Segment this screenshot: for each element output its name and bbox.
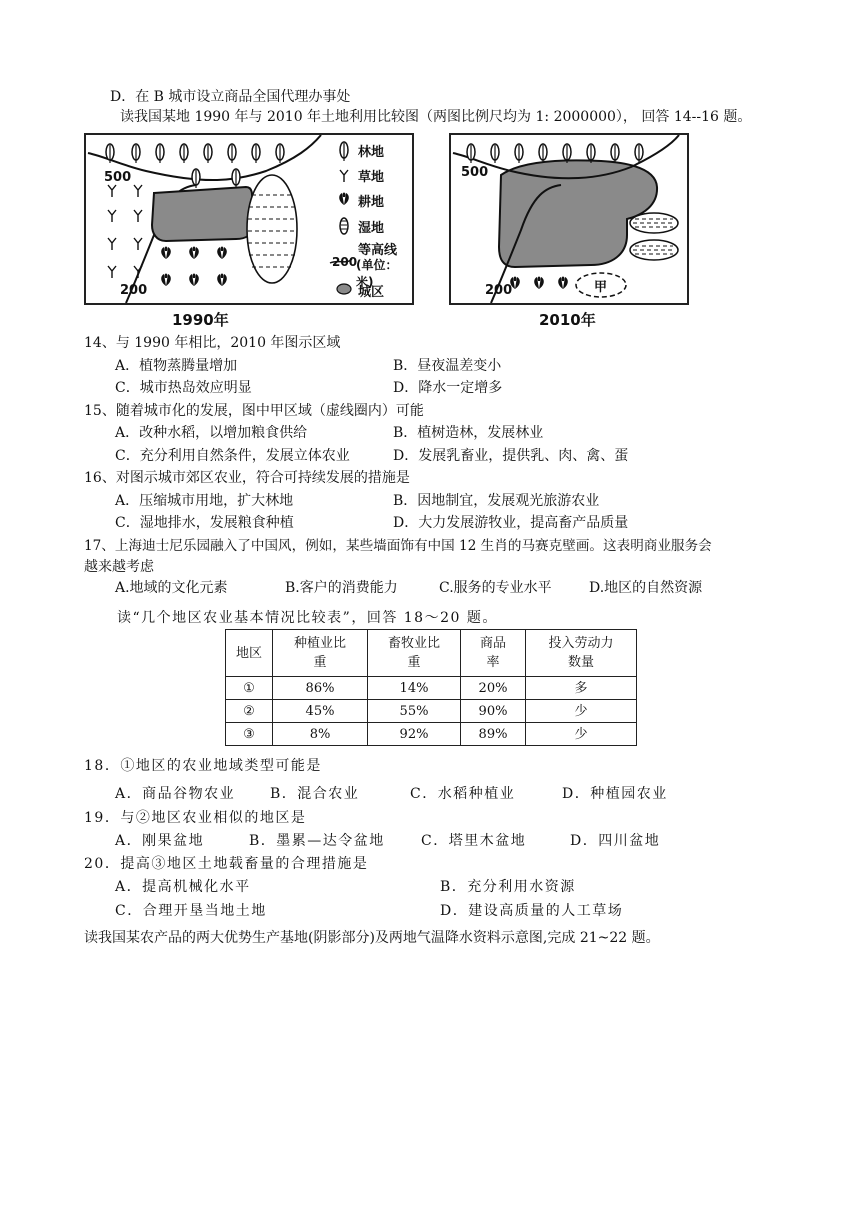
legend-contour-label: 等高线 xyxy=(358,243,398,258)
q16-option-a: A．压缩城市用地，扩大林地 xyxy=(115,493,294,509)
farmland-icon xyxy=(189,274,199,287)
farmland-icon xyxy=(558,277,568,290)
farmland-icon xyxy=(217,247,227,260)
legend-contour-value: 200 xyxy=(332,255,358,269)
forest-icon xyxy=(232,169,240,188)
q14-option-c: C．城市热岛效应明显 xyxy=(115,380,252,396)
table-cell: 89% xyxy=(461,723,526,746)
table-header-row xyxy=(226,630,637,677)
table-cell: 55% xyxy=(368,700,461,723)
table-cell: 14% xyxy=(368,677,461,700)
table-header: 种植业比 重 xyxy=(273,630,368,677)
q20-option-c: C．合理开垦当地土地 xyxy=(115,903,267,919)
grass-icon xyxy=(134,185,142,197)
table-cell: 少 xyxy=(526,723,637,746)
question-17-stem-line2: 越来越考虑 xyxy=(84,559,154,575)
forest-icon xyxy=(156,144,164,163)
q20-option-b: B．充分利用水资源 xyxy=(440,879,576,895)
farmland-icon xyxy=(534,277,544,290)
q19-option-b: B．墨累—达令盆地 xyxy=(249,833,385,849)
intro-last: 读我国某农产品的两大优势生产基地(阴影部分)及两地气温降水资料示意图,完成 21~22 题。 xyxy=(84,930,660,946)
question-19-stem: 19．与②地区农业相似的地区是 xyxy=(84,810,307,826)
grass-icon xyxy=(134,266,142,278)
q17-option-c: C.服务的专业水平 xyxy=(439,580,552,596)
table-row xyxy=(226,677,637,700)
intro-table: 读“几个地区农业基本情况比较表”，回答 18～20 题。 xyxy=(117,610,498,626)
q15-option-b: B．植树造林，发展林业 xyxy=(393,425,544,441)
q15-option-c: C．充分利用自然条件，发展立体农业 xyxy=(115,448,350,464)
agriculture-table xyxy=(225,629,637,746)
table-cell: ③ xyxy=(226,723,273,746)
question-16-stem: 16、对图示城市郊区农业，符合可持续发展的措施是 xyxy=(84,470,410,486)
q14-option-a: A．植物蒸腾量增加 xyxy=(115,358,238,374)
grass-icon xyxy=(108,238,116,250)
q20-option-a: A．提高机械化水平 xyxy=(115,879,251,895)
forest-icon xyxy=(252,144,260,163)
legend-forest-label: 林地 xyxy=(358,145,385,160)
contour-label-500: 500 xyxy=(104,170,132,185)
legend-contour-unit: (单位：米) xyxy=(356,258,398,289)
q15-option-d: D．发展乳畜业，提供乳、肉、禽、蛋 xyxy=(393,448,629,464)
region-jia-label: 甲 xyxy=(594,280,608,295)
grass-icon xyxy=(108,185,116,197)
table-cell: ① xyxy=(226,677,273,700)
farmland-icon xyxy=(217,274,227,287)
map-2010 xyxy=(449,133,689,305)
forest-icon xyxy=(635,144,643,163)
grass-icon xyxy=(134,238,142,250)
table-cell: 多 xyxy=(526,677,637,700)
caption-2010: 2010年 xyxy=(539,311,596,329)
forest-icon xyxy=(515,144,523,163)
grass-icon xyxy=(340,170,348,182)
q17-option-d: D.地区的自然资源 xyxy=(589,580,703,596)
farmland-icon xyxy=(189,247,199,260)
grass-icon xyxy=(108,266,116,278)
legend-wetland-label: 湿地 xyxy=(358,221,385,236)
question-20-stem: 20．提高③地区土地载畜量的合理措施是 xyxy=(84,856,369,872)
intro-landuse: 读我国某地 1990 年与 2010 年土地利用比较图（两图比例尺均为 1: 2000000）， 回答 14--16 题。 xyxy=(120,109,752,125)
farmland-icon xyxy=(339,193,349,206)
contour-label-200: 200 xyxy=(120,283,148,298)
question-18-stem: 18．①地区的农业地域类型可能是 xyxy=(84,758,322,774)
question-14-stem: 14、与 1990 年相比，2010 年图示区域 xyxy=(84,335,341,351)
table-header: 商品 率 xyxy=(461,630,526,677)
farmland-icon xyxy=(161,247,171,260)
forest-icon xyxy=(539,144,547,163)
q18-option-c: C．水稻种植业 xyxy=(410,786,516,802)
urban-icon xyxy=(337,284,351,294)
table-cell: 86% xyxy=(273,677,368,700)
q19-option-c: C．塔里木盆地 xyxy=(421,833,527,849)
q19-option-d: D．四川盆地 xyxy=(570,833,661,849)
q18-option-b: B．混合农业 xyxy=(270,786,360,802)
legend-urban-label: 城区 xyxy=(358,285,385,300)
table-header: 投入劳动力 数量 xyxy=(526,630,637,677)
caption-1990: 1990年 xyxy=(172,311,229,329)
table-cell: 92% xyxy=(368,723,461,746)
q17-option-b: B.客户的消费能力 xyxy=(285,580,398,596)
forest-icon xyxy=(132,144,140,163)
contour-label-200-2010: 200 xyxy=(485,283,513,298)
q15-option-a: A．改种水稻，以增加粮食供给 xyxy=(115,425,308,441)
q16-option-d: D．大力发展游牧业，提高畜产品质量 xyxy=(393,515,629,531)
table-row xyxy=(226,700,637,723)
q17-option-a: A.地域的文化元素 xyxy=(115,580,228,596)
forest-icon xyxy=(204,144,212,163)
grass-icon xyxy=(134,210,142,222)
contour-label-500-2010: 500 xyxy=(461,165,489,180)
q14-option-d: D．降水一定增多 xyxy=(393,380,503,396)
forest-icon xyxy=(276,144,284,163)
table-cell: 少 xyxy=(526,700,637,723)
forest-icon xyxy=(340,142,348,161)
q18-option-d: D．种植园农业 xyxy=(562,786,668,802)
q20-option-d: D．建设高质量的人工草场 xyxy=(440,903,624,919)
table-cell: 20% xyxy=(461,677,526,700)
q16-option-c: C．湿地排水，发展粮食种植 xyxy=(115,515,294,531)
forest-icon xyxy=(228,144,236,163)
table-cell: 8% xyxy=(273,723,368,746)
q16-option-b: B．因地制宜，发展观光旅游农业 xyxy=(393,493,600,509)
table-cell: 90% xyxy=(461,700,526,723)
table-header: 畜牧业比 重 xyxy=(368,630,461,677)
legend-grass-label: 草地 xyxy=(358,170,385,185)
forest-icon xyxy=(611,144,619,163)
table-cell: 45% xyxy=(273,700,368,723)
forest-icon xyxy=(491,144,499,163)
grass-icon xyxy=(108,210,116,222)
question-17-stem-line1: 17、上海迪士尼乐园融入了中国风，例如，某些墙面饰有中国 12 生肖的马赛克壁画。这表明商业服务会 xyxy=(84,538,712,554)
q19-option-a: A．刚果盆地 xyxy=(115,833,205,849)
map-1990 xyxy=(84,133,414,305)
question-15-stem: 15、随着城市化的发展，图中甲区域（虚线圈内）可能 xyxy=(84,403,424,419)
wetland-icon xyxy=(340,218,348,234)
forest-icon xyxy=(180,144,188,163)
q18-option-a: A．商品谷物农业 xyxy=(115,786,236,802)
table-header: 地区 xyxy=(226,630,273,677)
option-d-carryover: D．在 B 城市设立商品全国代理办事处 xyxy=(110,89,351,105)
legend-farmland-label: 耕地 xyxy=(358,195,385,210)
q14-option-b: B．昼夜温差变小 xyxy=(393,358,502,374)
table-cell: ② xyxy=(226,700,273,723)
table-row xyxy=(226,723,637,746)
farmland-icon xyxy=(161,274,171,287)
